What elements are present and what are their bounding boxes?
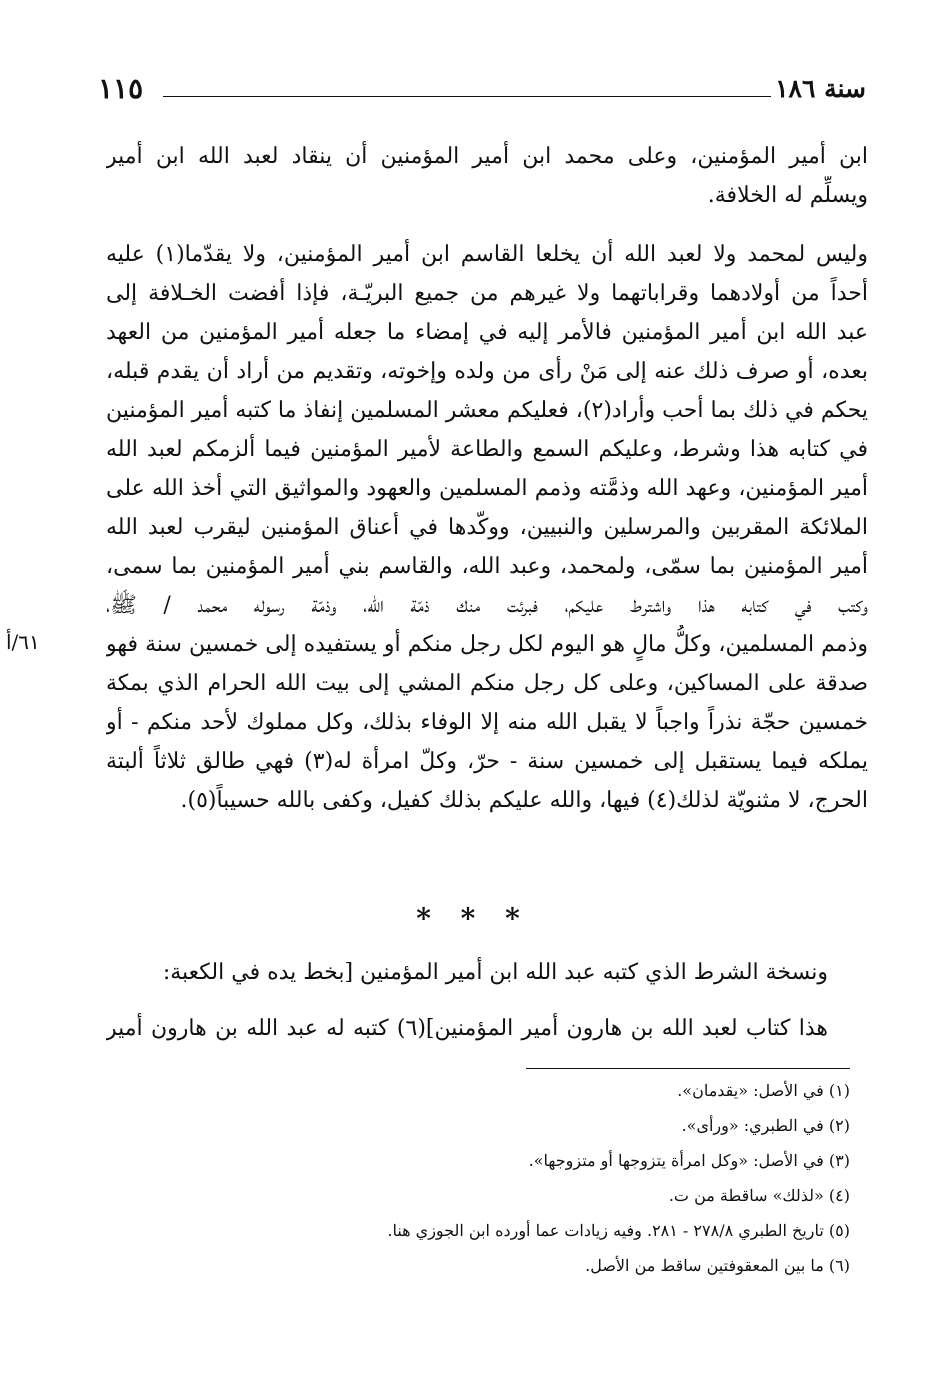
text-line: عبد الله ابن أمير المؤمنين فالأمر إليه في إمضاء ما جعله أمير المؤمنين من العهد xyxy=(106,320,868,345)
footnotes xyxy=(150,1073,850,1283)
footnote: (٣) في الأصل: «وكل امرأة يتزوجها أو متزوجها». xyxy=(528,1151,850,1170)
footnote: (٢) في الطبري: «ورأى». xyxy=(681,1116,850,1135)
text-line: هذا كتاب لعبد الله بن هارون أمير المؤمنين](٦) كتبه له عبد الله بن هارون أمير xyxy=(106,1016,829,1041)
section-separator: * * * xyxy=(416,902,530,935)
text-line: بعده، أو صرف ذلك عنه إلى مَنْ رأى من ولده وإخوته، وتقديم من أراد أن يقدم قبله، xyxy=(106,359,868,384)
folio-margin-note: ٦١/أ xyxy=(6,630,40,654)
text-line: أمير المؤمنين، وعهد الله وذمَّته وذمم المسلمين والعهود والمواثيق التي أخذ الله على xyxy=(106,476,868,501)
text-line: الحرج، لا مثنويّة لذلك(٤) فيها، والله عليكم بذلك كفيل، وكفى بالله حسيباً(٥). xyxy=(180,788,868,813)
footnote: (١) في الأصل: «يقدمان». xyxy=(677,1081,850,1100)
footnote: (٥) تاريخ الطبري ٢٧٨/٨ - ٢٨١. وفيه زيادات عما أورده ابن الجوزي هنا. xyxy=(387,1221,850,1240)
text-line: ابن أمير المؤمنين، وعلى محمد ابن أمير المؤمنين أن ينقاد لعبد الله ابن أمير xyxy=(106,144,868,169)
text-line: يحكم في ذلك بما أحب وأراد(٢)، فعليكم معشر المسلمين إنفاذ ما كتبه أمير المؤمنين xyxy=(106,398,868,423)
paragraph-1 xyxy=(106,137,868,215)
text-line: في كتابه هذا وشرط، وعليكم السمع والطاعة لأمير المؤمنين فيما ألزمكم لعبد الله xyxy=(106,437,868,462)
text-line: صدقة على المساكين، وعلى كل رجل منكم المشي إلى بيت الله الحرام الذي بمكة xyxy=(106,671,868,696)
text-line: وكتب في كتابه هذا واشترط عليكم، فبرئت منك ذمّة الله، وذمّة رسوله محمد / ﷺ، xyxy=(106,593,868,618)
text-line: ونسخة الشرط الذي كتبه عبد الله ابن أمير المؤمنين [بخط يده في الكعبة: xyxy=(162,960,828,985)
running-head-year: سنة ١٨٦ xyxy=(775,74,866,103)
text-line: أحداً من أولادهما وقراباتهما ولا غيرهم من جميع البريّـة، فإذا أفضت الخـلافة إلى xyxy=(106,281,868,306)
text-line: خمسين حجّة نذراً واجباً لا يقبل الله منه إلا الوفاء بذلك، وكل مملوك لأحد منكم - أو xyxy=(106,710,868,735)
text-line: ويسلِّم له الخلافة. xyxy=(707,183,868,208)
paragraph-2 xyxy=(106,235,868,820)
text-line: وليس لمحمد ولا لعبد الله أن يخلعا القاسم ابن أمير المؤمنين، ولا يقدّما(١) عليه xyxy=(106,242,868,267)
paragraph-3 xyxy=(106,953,868,992)
text-line: يملكه فيما يستقبل إلى خمسين سنة - حرّ، وكلّ امرأة له(٣) فهي طالق ثلاثاً ألبتة xyxy=(106,749,868,774)
footnote-rule xyxy=(526,1068,850,1069)
page-number: ١١٥ xyxy=(98,72,144,105)
footnote: (٦) ما بين المعقوفتين ساقط من الأصل. xyxy=(585,1256,850,1275)
footnote: (٤) «لذلك» ساقطة من ت. xyxy=(668,1186,850,1205)
header-rule xyxy=(163,96,771,97)
text-line: وذمم المسلمين، وكلُّ مالٍ هو اليوم لكل رجل منكم أو يستفيده إلى خمسين سنة فهو xyxy=(106,632,868,657)
text-line: أمير المؤمنين بما سمّى، ولمحمد، وعبد الله، والقاسم بني أمير المؤمنين بما سمى، xyxy=(106,554,868,579)
paragraph-4 xyxy=(106,1009,868,1048)
page-header xyxy=(98,70,866,110)
text-line: الملائكة المقربين والمرسلين والنبيين، ووكّدها في أعناق المؤمنين ليقرب لعبد الله xyxy=(106,515,868,540)
